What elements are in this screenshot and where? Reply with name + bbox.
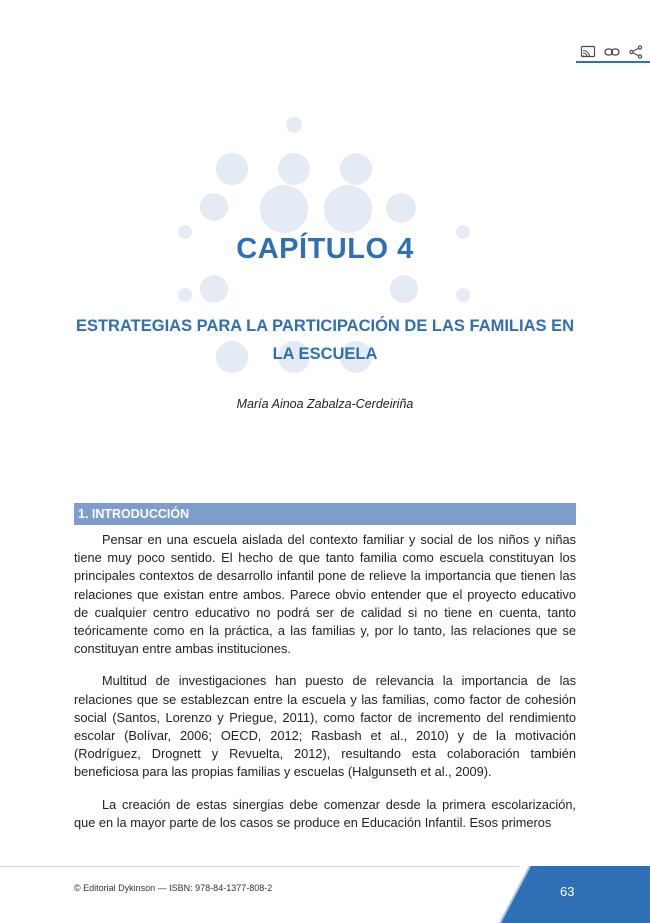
page-tab-shape bbox=[500, 866, 650, 923]
link-icon[interactable] bbox=[604, 44, 620, 60]
chapter-author: María Ainoa Zabalza-Cerdeiriña bbox=[236, 397, 414, 411]
toolbar-underline bbox=[576, 61, 650, 63]
section-heading: 1. INTRODUCCIÓN bbox=[74, 503, 576, 525]
page-number-tab bbox=[500, 866, 650, 923]
next-page-icon[interactable] bbox=[500, 866, 522, 888]
share-icon[interactable] bbox=[628, 44, 644, 60]
cast-icon[interactable] bbox=[580, 44, 596, 60]
top-toolbar bbox=[580, 44, 644, 60]
chapter-title: CAPÍTULO 4 bbox=[236, 233, 414, 265]
footer-copyright: © Editorial Dykinson — ISBN: 978-84-1377-808-2 bbox=[74, 883, 273, 893]
page-number: 63 bbox=[560, 884, 575, 899]
paragraph: Multitud de investigaciones han puesto de relevancia la importancia de las relaciones que se establezcan entre la escuela y las familias, como factor de cohesión social (Santos, Lorenzo y Priegue, 2011), como factor de incremento del rendimiento escolar (Bolívar, 2006; OECD, 2012; Rasbash et al., 2010) y de la motivación (Rodríguez, Drognett y Revuelta, 2012), resultando esta colaboración también beneficiosa para las propias familias y escuelas (Halgunseth et al., 2009). bbox=[74, 673, 576, 780]
paragraph: Pensar en una escuela aislada del contexto familiar y social de los niños y niñas tiene muy poco sentido. El hecho de que tanto familia como escuela constituyan los principales contextos de desarrollo infantil pone de relieve la importancia que tienen las relaciones que existan entre ambos. Parece obvio entender que el proyecto educativo de cualquier centro educativo no podrá ser de calidad si no tiene en cuenta, tanto teóricamente como en la práctica, a las familias y, por lo tanto, las relaciones que se constituyan entre ambas instituciones. bbox=[74, 532, 576, 657]
chapter-subtitle: ESTRATEGIAS PARA LA PARTICIPACIÓN DE LAS FAMILIAS EN LA ESCUELA bbox=[75, 317, 575, 363]
footer-divider bbox=[0, 866, 520, 867]
body-text bbox=[74, 531, 576, 846]
paragraph: La creación de estas sinergias debe comenzar desde la primera escolarización, que en la mayor parte de los casos se produce en Educación Infantil. Esos primeros bbox=[74, 796, 576, 830]
